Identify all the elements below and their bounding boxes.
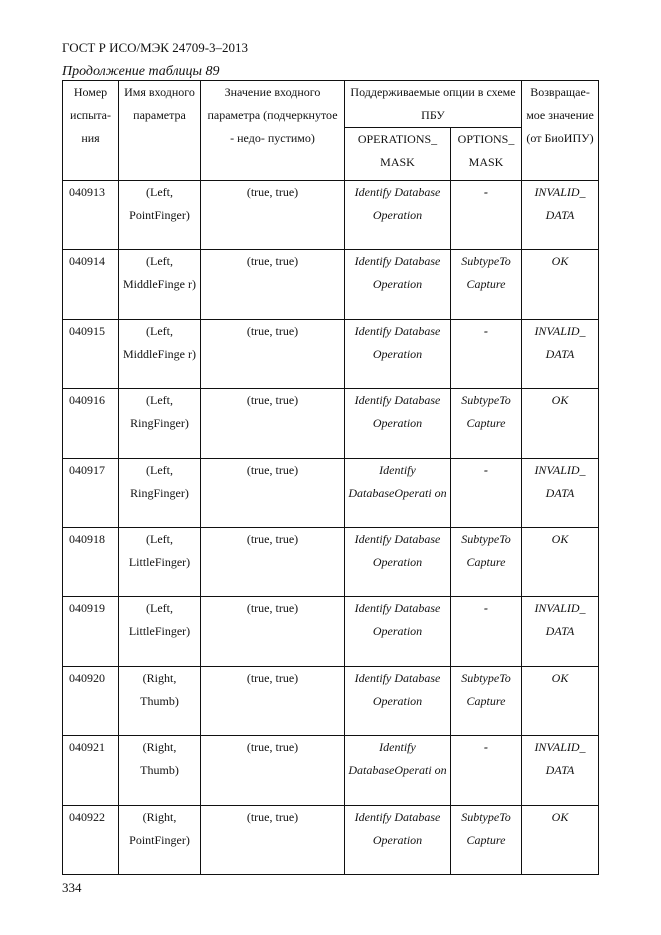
table-row [63,666,599,735]
cell-param-name: (Left, RingFinger) [119,389,201,458]
cell-return-value: INVALID_ DATA [522,597,599,666]
cell-options-mask: SubtypeTo Capture [451,805,522,874]
cell-param-name: (Right, PointFinger) [119,805,201,874]
cell-operations-mask: Identify Database Operation [345,319,451,388]
cell-test-number: 040915 [63,319,119,388]
table-row [63,736,599,805]
table-row [63,181,599,250]
cell-operations-mask: Identify Database Operation [345,805,451,874]
cell-operations-mask: Identify Database Operation [345,527,451,596]
document-header: ГОСТ Р ИСО/МЭК 24709-3–2013 [62,40,249,55]
table-row [63,389,599,458]
cell-param-name: (Left, LittleFinger) [119,527,201,596]
header-operations-mask: OPERATIONS_ MASK [345,128,451,181]
cell-options-mask: - [451,736,522,805]
cell-options-mask: - [451,458,522,527]
cell-param-name: (Right, Thumb) [119,736,201,805]
page-number: 334 [62,880,82,895]
cell-test-number: 040914 [63,250,119,319]
cell-return-value: INVALID_ DATA [522,458,599,527]
cell-test-number: 040918 [63,527,119,596]
cell-param-name: (Left, PointFinger) [119,181,201,250]
cell-return-value: INVALID_ DATA [522,319,599,388]
cell-test-number: 040913 [63,181,119,250]
table-row [63,458,599,527]
cell-param-value: (true, true) [201,666,345,735]
cell-param-value: (true, true) [201,181,345,250]
cell-operations-mask: Identify Database Operation [345,597,451,666]
table-row [63,250,599,319]
cell-operations-mask: Identify Database Operation [345,250,451,319]
cell-param-value: (true, true) [201,250,345,319]
cell-test-number: 040917 [63,458,119,527]
cell-return-value: OK [522,250,599,319]
cell-test-number: 040919 [63,597,119,666]
header-param-name: Имя входного параметра [119,81,201,181]
cell-param-value: (true, true) [201,736,345,805]
cell-options-mask: - [451,319,522,388]
cell-return-value: OK [522,805,599,874]
cell-operations-mask: Identify DatabaseOperati on [345,736,451,805]
table-row [63,597,599,666]
cell-return-value: OK [522,389,599,458]
cell-options-mask: SubtypeTo Capture [451,250,522,319]
header-supported-options: Поддерживаемые опции в схеме ПБУ [345,81,522,128]
cell-operations-mask: Identify Database Operation [345,666,451,735]
cell-options-mask: SubtypeTo Capture [451,389,522,458]
cell-options-mask: SubtypeTo Capture [451,666,522,735]
cell-param-value: (true, true) [201,597,345,666]
cell-param-value: (true, true) [201,389,345,458]
header-return-value: Возвращае- мое значение (от БиоИПУ) [522,81,599,181]
table-row [63,805,599,874]
cell-return-value: INVALID_ DATA [522,181,599,250]
cell-options-mask: SubtypeTo Capture [451,527,522,596]
cell-param-name: (Left, LittleFinger) [119,597,201,666]
cell-test-number: 040921 [63,736,119,805]
test-table [62,80,599,875]
cell-param-value: (true, true) [201,527,345,596]
cell-param-value: (true, true) [201,805,345,874]
cell-options-mask: - [451,597,522,666]
cell-operations-mask: Identify Database Operation [345,389,451,458]
cell-test-number: 040916 [63,389,119,458]
header-test-number: Номер испыта- ния [63,81,119,181]
cell-return-value: OK [522,527,599,596]
table-caption: Продолжение таблицы 89 [62,64,220,79]
cell-operations-mask: Identify Database Operation [345,181,451,250]
cell-param-name: (Left, RingFinger) [119,458,201,527]
header-options-mask: OPTIONS_ MASK [451,128,522,181]
header-param-value: Значение входного параметра (подчеркнутое - недо- пустимо) [201,81,345,181]
cell-test-number: 040920 [63,666,119,735]
cell-test-number: 040922 [63,805,119,874]
cell-return-value: OK [522,666,599,735]
cell-operations-mask: Identify DatabaseOperati on [345,458,451,527]
cell-options-mask: - [451,181,522,250]
cell-param-name: (Left, MiddleFinge r) [119,319,201,388]
table-row [63,319,599,388]
cell-param-value: (true, true) [201,458,345,527]
cell-param-value: (true, true) [201,319,345,388]
cell-param-name: (Right, Thumb) [119,666,201,735]
cell-return-value: INVALID_ DATA [522,736,599,805]
cell-param-name: (Left, MiddleFinge r) [119,250,201,319]
table-row [63,527,599,596]
